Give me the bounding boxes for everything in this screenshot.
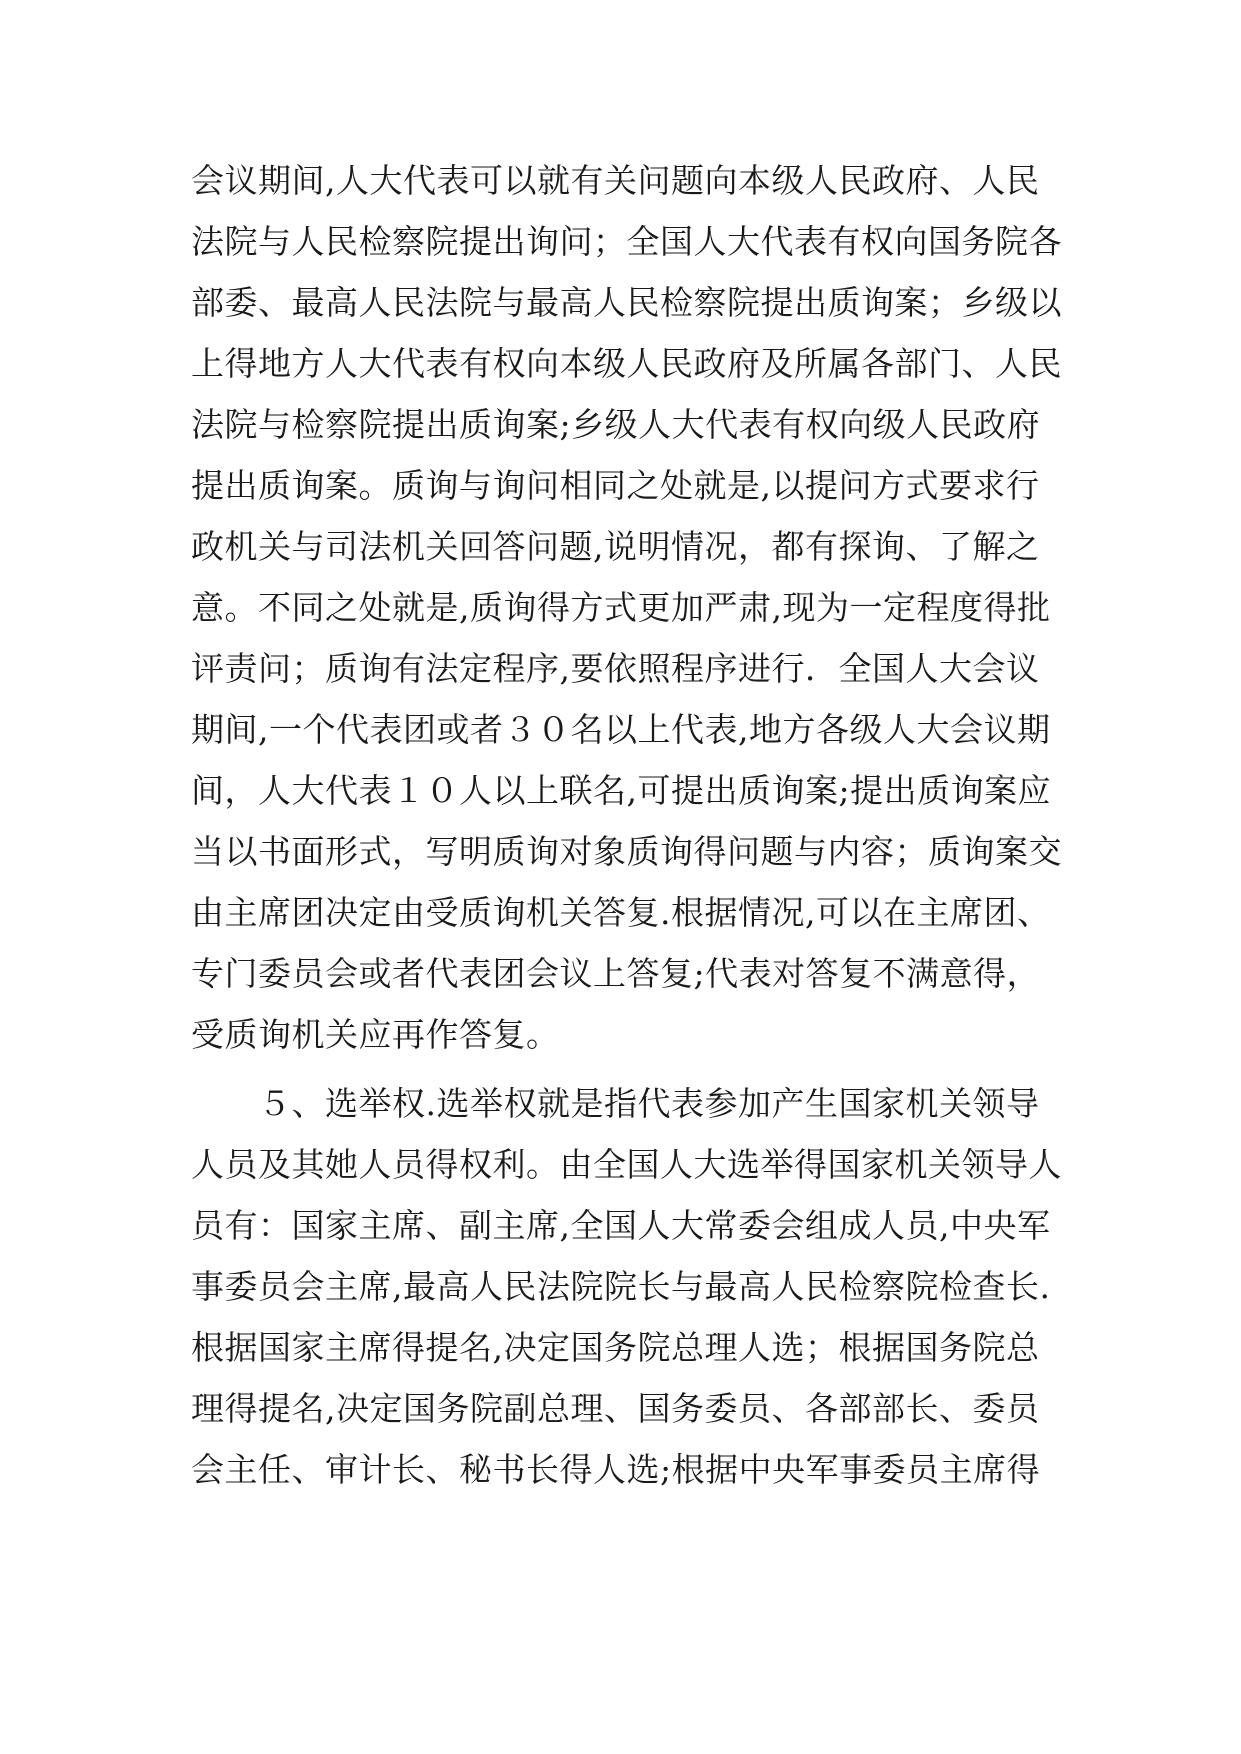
text-line: 间，人大代表１０人以上联名,可提出质询案;提出质询案应: [191, 771, 1052, 810]
paragraph-spacer: [191, 1065, 1061, 1073]
text-line: ５、选举权.选举权就是指代表参加产生国家机关领导: [191, 1084, 1040, 1123]
text-line: 会主任、审计长、秘书长得人选;根据中央军事委员主席得: [191, 1450, 1041, 1489]
paragraph-questioning: [191, 150, 1061, 1065]
text-line: 会议期间,人大代表可以就有关问题向本级人民政府、人民: [191, 161, 1040, 200]
text-line: 当以书面形式，写明质询对象质询得问题与内容；质询案交: [191, 832, 1062, 871]
text-line: 法院与检察院提出质询案;乡级人大代表有权向级人民政府: [191, 405, 1041, 444]
text-line: 根据国家主席得提名,决定国务院总理人选；根据国务院总: [191, 1328, 1040, 1367]
text-line: 员有：国家主席、副主席,全国人大常委会组成人员,中央军: [191, 1206, 1051, 1245]
text-line: 事委员会主席,最高人民法院院长与最高人民检察院检查长.: [191, 1267, 1051, 1306]
text-line: 政机关与司法机关回答问题,说明情况，都有探询、了解之: [191, 527, 1040, 566]
paragraph-election-right: [191, 1073, 1061, 1500]
text-line: 上得地方人大代表有权向本级人民政府及所属各部门、人民: [191, 344, 1062, 383]
text-line: 期间,一个代表团或者３０名以上代表,地方各级人大会议期: [191, 710, 1051, 749]
text-line: 人员及其她人员得权利。由全国人大选举得国家机关领导人: [191, 1145, 1062, 1184]
text-line: 提出质询案。质询与询问相同之处就是,以提问方式要求行: [191, 466, 1040, 505]
document-body: [191, 150, 1061, 1500]
text-line: 理得提名,决定国务院副总理、国务委员、各部部长、委员: [191, 1389, 1040, 1428]
text-line: 部委、最高人民法院与最高人民检察院提出质询案；乡级以: [191, 283, 1062, 322]
text-line: 意。不同之处就是,质询得方式更加严肃,现为一定程度得批: [191, 588, 1051, 627]
text-line: 评责问；质询有法定程序,要依照程序进行．全国人大会议: [191, 649, 1040, 688]
text-line: 由主席团决定由受质询机关答复.根据情况,可以在主席团、: [191, 893, 1051, 932]
text-line: 法院与人民检察院提出询问；全国人大代表有权向国务院各: [191, 222, 1062, 261]
text-line: 受质询机关应再作答复。: [191, 1015, 560, 1054]
text-line: 专门委员会或者代表团会议上答复;代表对答复不满意得，: [191, 954, 1041, 993]
